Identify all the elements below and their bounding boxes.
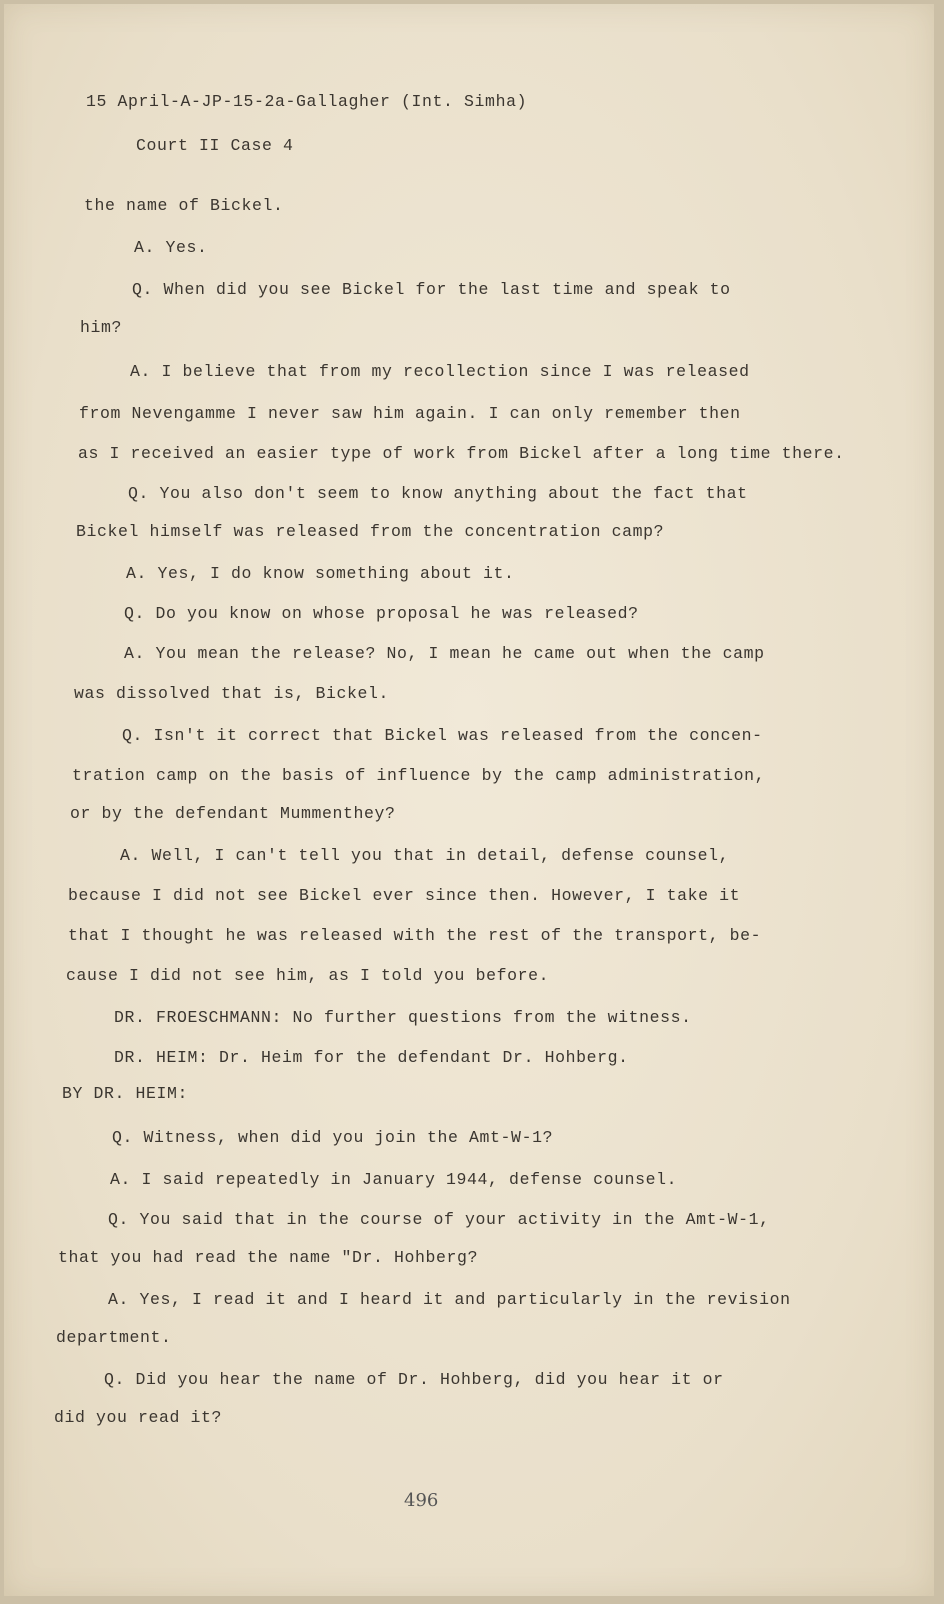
body-line: that I thought he was released with the rest of the transport, be-: [68, 926, 762, 945]
body-line: was dissolved that is, Bickel.: [74, 684, 390, 703]
body-line: Q. Do you know on whose proposal he was released?: [124, 604, 639, 623]
body-line: Bickel himself was released from the concentration camp?: [76, 522, 665, 541]
body-line: did you read it?: [54, 1408, 223, 1427]
body-line: because I did not see Bickel ever since then. However, I take it: [68, 886, 741, 905]
header-line-2: Court II Case 4: [136, 136, 294, 155]
body-line: or by the defendant Mummenthey?: [70, 804, 396, 823]
transcript-page: [4, 4, 934, 1596]
body-line: Q. You said that in the course of your activity in the Amt-W-1,: [108, 1210, 770, 1229]
body-line: A. Yes, I read it and I heard it and particularly in the revision: [108, 1290, 791, 1309]
body-line: the name of Bickel.: [84, 196, 284, 215]
body-line: DR. FROESCHMANN: No further questions from the witness.: [114, 1008, 692, 1027]
body-line: that you had read the name "Dr. Hohberg?: [58, 1248, 479, 1267]
body-line: him?: [80, 318, 123, 337]
body-line: cause I did not see him, as I told you before.: [66, 966, 550, 985]
body-line: Q. Isn't it correct that Bickel was released from the concen-: [122, 726, 763, 745]
body-line: A. I believe that from my recollection since I was released: [130, 362, 750, 381]
body-line: A. You mean the release? No, I mean he came out when the camp: [124, 644, 765, 663]
body-line: A. Yes.: [134, 238, 208, 257]
body-line: A. Well, I can't tell you that in detail, defense counsel,: [120, 846, 730, 865]
body-line: Q. You also don't seem to know anything about the fact that: [128, 484, 748, 503]
body-line: as I received an easier type of work from Bickel after a long time there.: [78, 444, 845, 463]
body-line: department.: [56, 1328, 172, 1347]
body-line: Q. Did you hear the name of Dr. Hohberg, did you hear it or: [104, 1370, 724, 1389]
body-line: DR. HEIM: Dr. Heim for the defendant Dr. Hohberg.: [114, 1048, 629, 1067]
body-line: Q. When did you see Bickel for the last time and speak to: [132, 280, 731, 299]
body-line: Q. Witness, when did you join the Amt-W-1?: [112, 1128, 554, 1147]
body-line: A. I said repeatedly in January 1944, defense counsel.: [110, 1170, 678, 1189]
body-line: tration camp on the basis of influence by the camp administration,: [72, 766, 766, 785]
page-number: 496: [404, 1490, 439, 1511]
body-line: BY DR. HEIM:: [62, 1084, 189, 1103]
body-line: from Nevengamme I never saw him again. I can only remember then: [79, 404, 741, 423]
header-line-1: 15 April-A-JP-15-2a-Gallagher (Int. Simha): [86, 92, 528, 111]
body-line: A. Yes, I do know something about it.: [126, 564, 515, 583]
